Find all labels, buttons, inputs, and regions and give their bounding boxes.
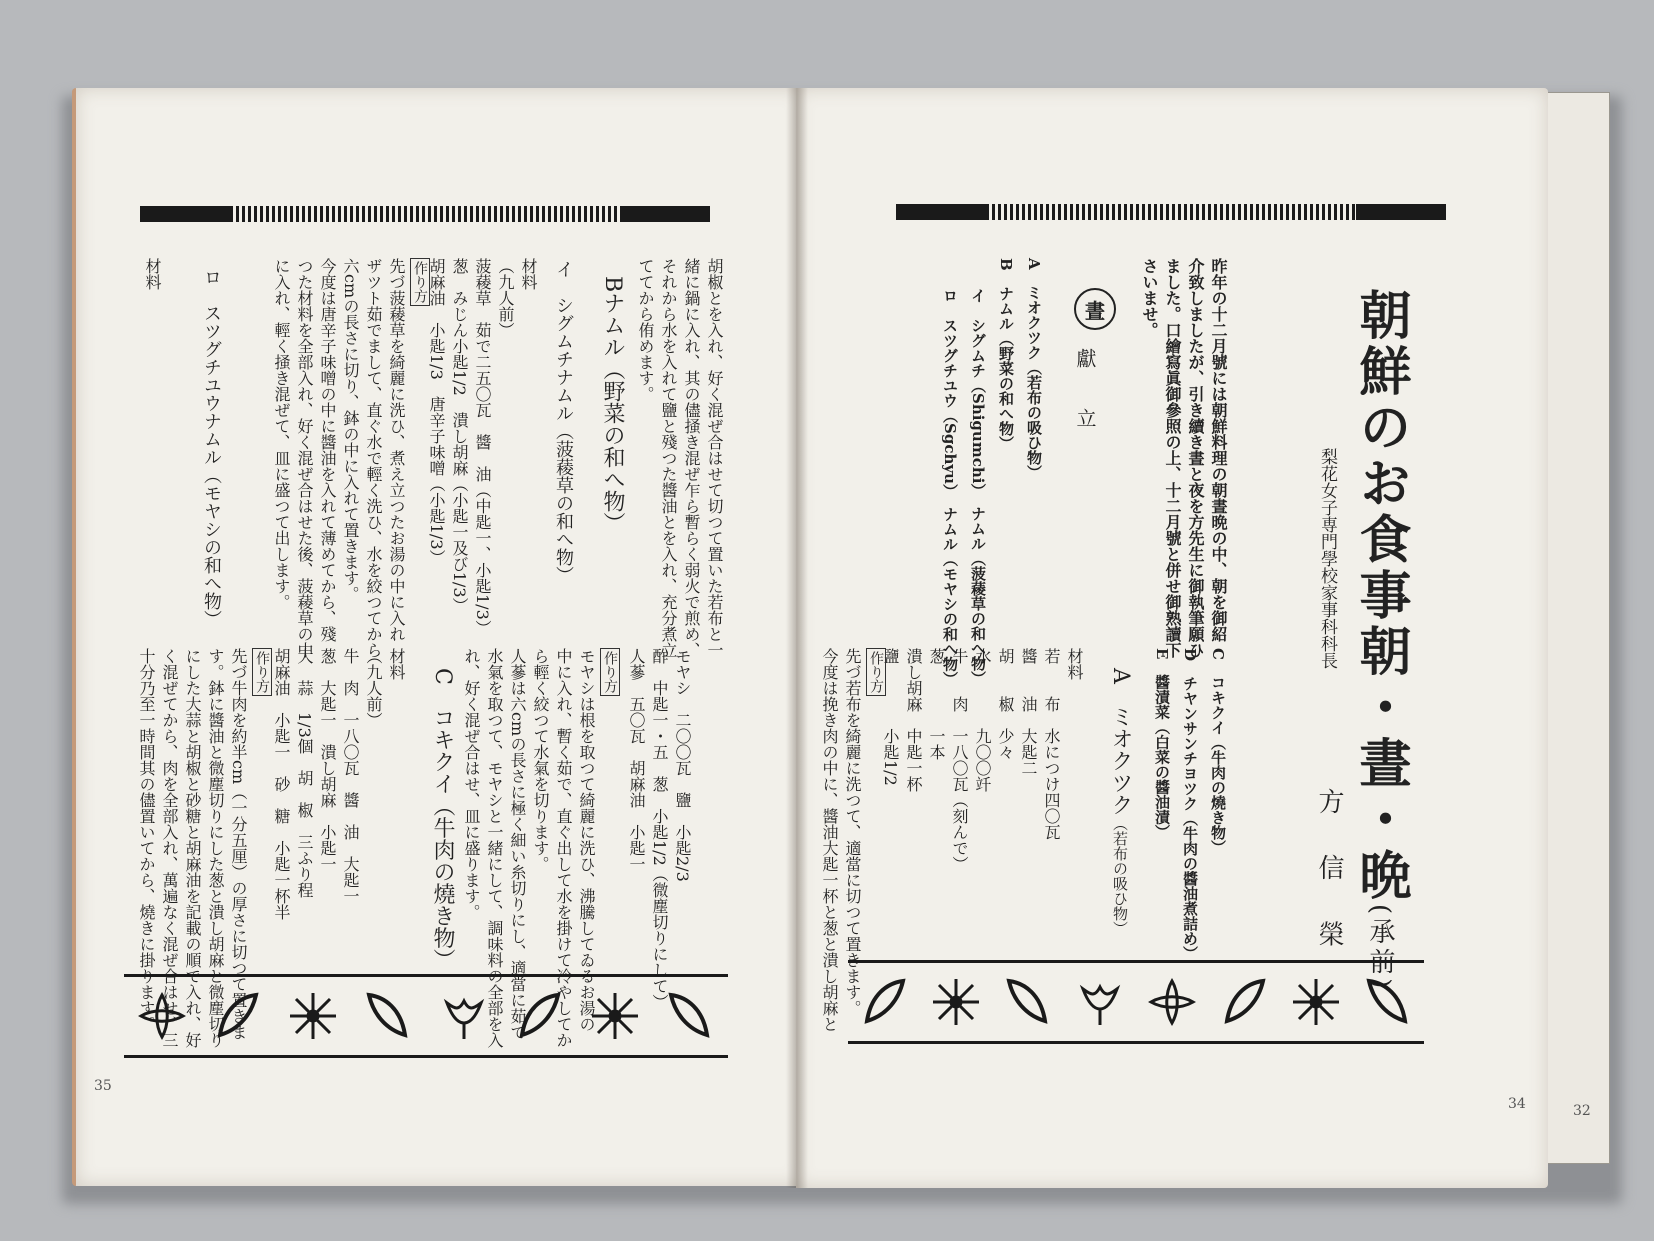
top-border-ornament [140, 206, 710, 222]
ingredients-ro-label: 材料 [143, 258, 162, 290]
star-flower-ornament-icon [588, 989, 642, 1043]
left-page [72, 88, 804, 1186]
leaf-ornament-icon [1361, 975, 1415, 1029]
leaf-ornament-icon [210, 989, 264, 1043]
bottom-floral-border [124, 974, 728, 1058]
star-flower-ornament-icon [286, 989, 340, 1043]
right-page [796, 88, 1548, 1188]
bottom-floral-border [848, 960, 1424, 1044]
method-c: 作り方 先づ牛肉を約半cm（一分五厘）の厚さに切つて置きま す。鉢に醬油と微塵切りにした葱と潰し胡麻と微塵切り にした大蒜と胡椒と砂糖と胡麻油を記載の順で入れ、好 く混ぜてから、肉を全部入れ、萬遍なく混ぜ合はせ、三 十分乃至一時間其の儘置いてから、燒きに掛ります。 [137, 648, 270, 1048]
intro-text: 昨年の十二月號には朝鮮料理の朝晝晩の中、朝を御紹 介致しましたが、引き續き晝と夜を方先生に御執筆願ひ ました。口繪寫眞御參照の上、十二月號と併せ御熟讀下 さいませ。 [1140, 258, 1228, 658]
page-number: 35 [94, 1078, 112, 1094]
leaf-ornament-icon [1001, 975, 1055, 1029]
ingredients-ro: モヤシ 二〇〇瓦 鹽 小匙2/3 酢 中匙一・五 葱 小匙1/2（微塵切りにして） 人蔘 五〇瓦 胡麻油 小匙一 [627, 648, 692, 1010]
recipe-c-heading: C コキクイ（牛肉の燒き物） [430, 668, 455, 971]
method-a: 作り方 先づ若布を綺麗に洗つて、適當に切つて置きます。 今度は挽き肉の中に、醬油大匙一杯と葱と潰し胡麻と [820, 648, 884, 1032]
method-i: 作り方 先づ菠薐草を綺麗に洗ひ、煮え立つたお湯の中に入れ ザツト茹でまして、直ぐ水で輕く洗ひ、水を絞つてから 六cmの長さに切り、鉢の中に入れて置きます。 今度は唐辛子味噌の中に醬油を入れて薄めてから、殘 つた材料を全部入れ、好く混ぜ合はせた後、菠薐草の中 に入れ、輕く掻き混ぜて、皿に盛つて出します。 [272, 258, 428, 658]
recipe-ro-heading: ロ スツグチユウナムル（モヤシの和へ物） [201, 268, 222, 628]
section-mark-circle: 晝 [1074, 288, 1116, 330]
author-affiliation: 梨花女子専門學校家事科科長 [1317, 448, 1337, 669]
star-flower-ornament-icon [929, 975, 983, 1029]
author-name: 方 信 榮 [1314, 788, 1344, 963]
continuation-text: 胡椒とを入れ、好く混ぜ合はせて切つて置いた若布と一 緒に鍋に入れ、其の儘掻き混ぜ乍ら暫らく弱火で煎め、 それから水を入れて鹽と殘つた醬油とを入れ、充分煮立 ててから侑めます。 [636, 258, 724, 658]
page-number: 34 [1508, 1096, 1526, 1112]
flower-ornament-icon [1145, 975, 1199, 1029]
menu-list: A ミオクツク（若布の吸ひ物） B ナムル（野菜の和へ物） イ シグムチ（Shigumchi） ナムル（菠薐草の和へ物） ロ スツグチユウ（Sgchyu） ナムル（モヤシの和へ物） [941, 258, 1043, 687]
tulip-ornament-icon [437, 989, 491, 1043]
ingredients-a: 材料 若 布 水につけ四〇瓦 醬 油 大匙二 胡 椒 少々 水 九〇〇竏 牛 肉 一八〇瓦（刻んで） 葱 一本 潰し胡麻 中匙一杯 鹽 小匙1/2 [881, 648, 1084, 872]
article-title: 朝鮮のお食事朝・晝・晩(承前) [1350, 288, 1411, 993]
star-flower-ornament-icon [1289, 975, 1343, 1029]
recipe-a-heading: A ミオクツク（若布の吸ひ物） [1108, 668, 1133, 936]
ingredients-i: 材料 （九人前） 菠薐草 茹で二五〇瓦 醬 油（中匙一、小匙1/3） 葱 みじん小匙1/2 潰し胡麻（小匙一及び1/3） 胡麻油 小匙1/3 唐辛子味噌（小匙1/3） [427, 258, 538, 636]
leaf-ornament-icon [1217, 975, 1271, 1029]
back-page-number: 32 [1573, 1103, 1591, 1119]
flower-ornament-icon [135, 989, 189, 1043]
leaf-ornament-icon [361, 989, 415, 1043]
book-spine-fold [786, 88, 808, 1188]
ingredients-c: 材料 （九人前） 牛 肉 一八〇瓦 醬 油 大匙一 葱 大匙一 潰し胡麻 小匙一 大 蒜 1/3個 胡 椒 三ふり程 胡麻油 小匙一 砂 糖 小匙一杯半 [272, 648, 406, 920]
menu-heading: 獻 立 [1073, 348, 1097, 438]
leaf-ornament-icon [857, 975, 911, 1029]
tulip-ornament-icon [1073, 975, 1127, 1029]
method-ro: 作り方 モヤシは根を取つて綺麗に洗ひ、沸騰してゐるお湯の 中に入れ、暫く茹で、直ぐ出して水を掛けて冷やしてか ら輕く絞つて水氣を切ります。 人蔘は六cmの長さに極く細い糸切りにし、適當に茹で 水氣を取つて、モヤシと一緒にして、調味料の全部を入 れ、好く混ぜ合はせ、皿に盛ります。 [462, 648, 618, 1048]
recipe-i-heading: イ シグムチナムル（菠薐草の和へ物） [553, 260, 574, 584]
leaf-ornament-icon [663, 989, 717, 1043]
top-border-ornament [896, 204, 1446, 220]
section-b-heading: Bナムル（野菜の和へ物） [600, 276, 625, 535]
menu-list-continued: C コキクイ（牛肉の燒き物） D チヤンサンチヨツク（牛肉の醬油煮詰め） E 醬漬菜（白菜の醬油漬） [1153, 648, 1227, 962]
leaf-ornament-icon [512, 989, 566, 1043]
title-suffix: (承前) [1365, 904, 1395, 993]
